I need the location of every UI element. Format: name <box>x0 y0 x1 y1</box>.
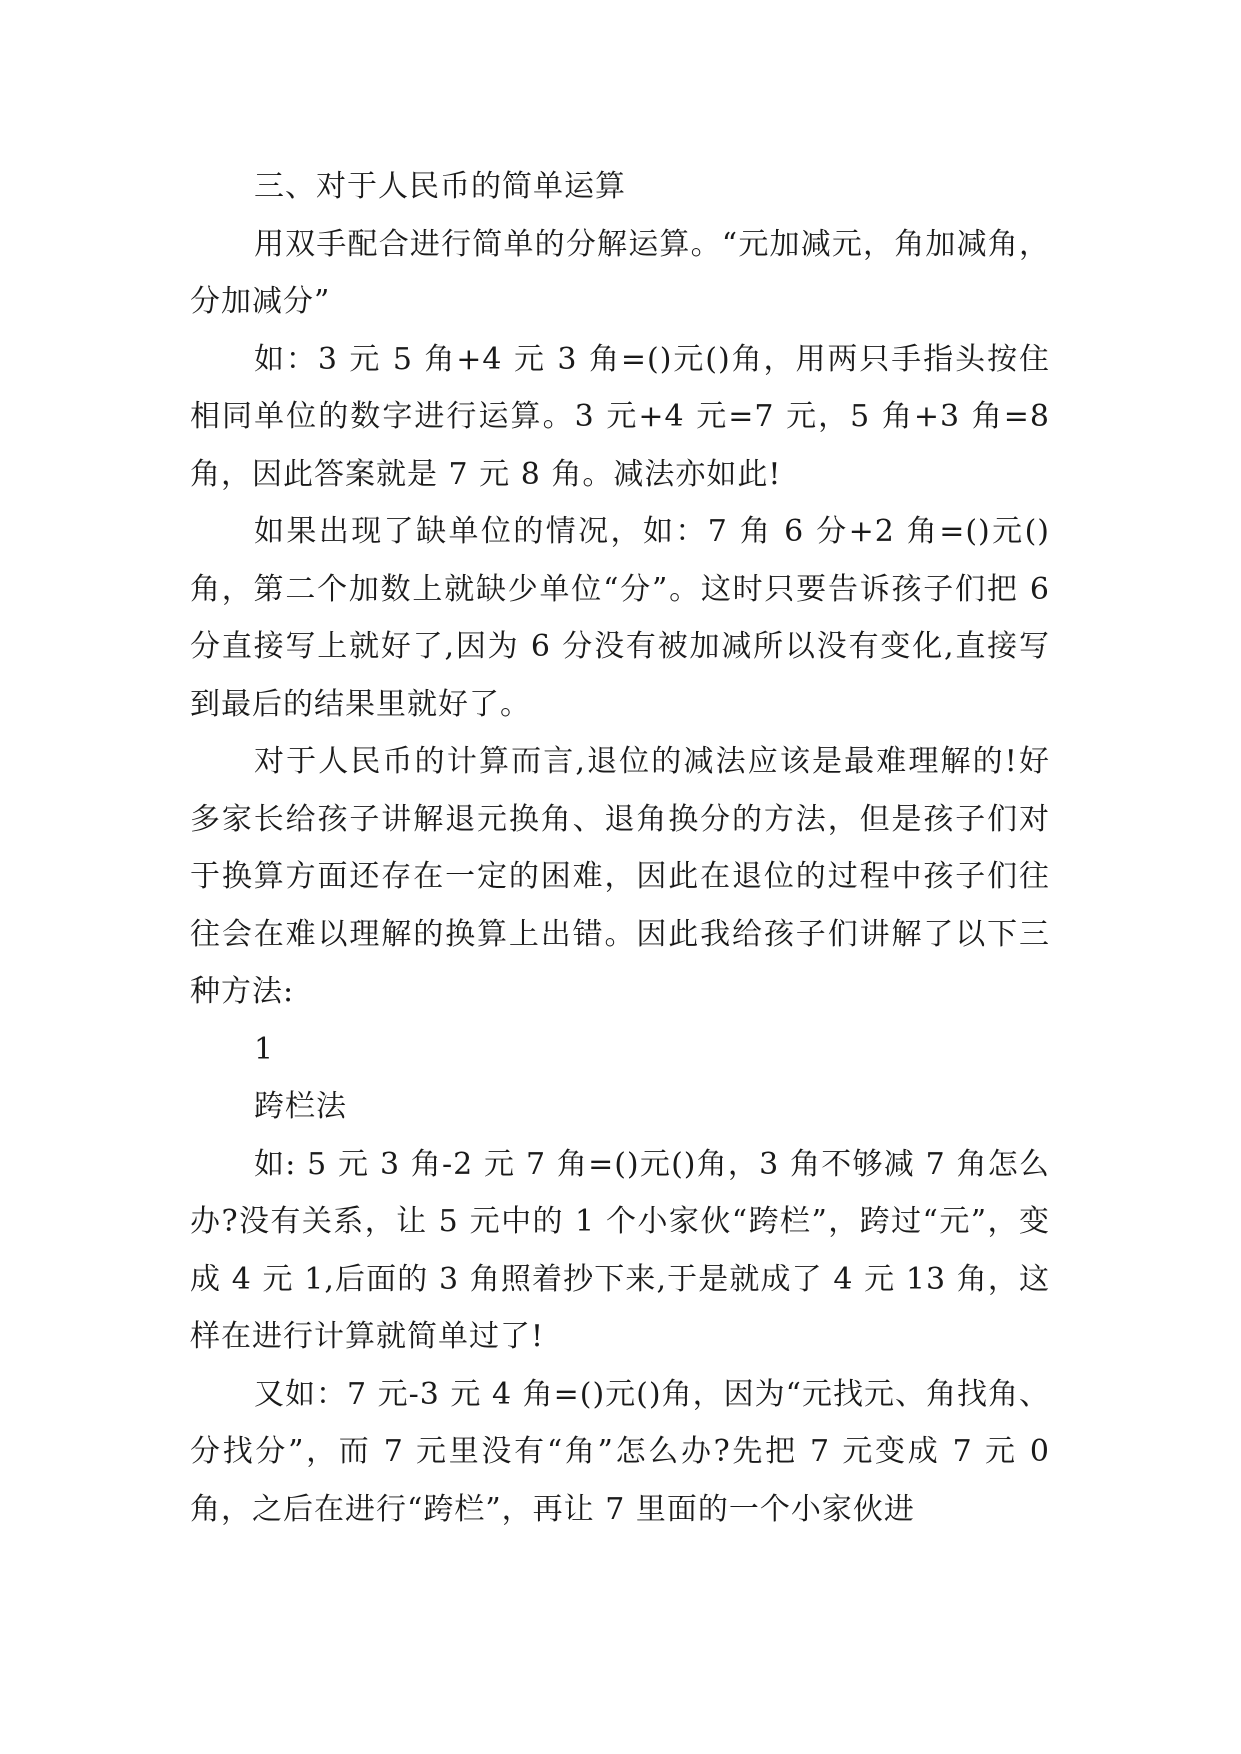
paragraph: 对于人民币的计算而言,退位的减法应该是最难理解的!好多家长给孩子讲解退元换角、退角换分的方法，但是孩子们对于换算方面还存在一定的困难，因此在退位的过程中孩子们往往会在难以理解的换算上出错。因此我给孩子们讲解了以下三种方法: <box>190 744 1050 1009</box>
method-title: 跨栏法 <box>254 1089 347 1124</box>
paragraph: 如果出现了缺单位的情况，如：7 角 6 分+2 角=()元()角，第二个加数上就缺少单位“分”。这时只要告诉孩子们把 6 分直接写上就好了,因为 6 分没有被加减所以没有变化,直接写到最后的结果里就好了。 <box>190 514 1061 722</box>
paragraph: 又如：7 元-3 元 4 角=()元()角，因为“元找元、角找角、分找分”，而 7 元里没有“角”怎么办?先把 7 元变成 7 元 0 角，之后在进行“跨栏”，再让 7 里面的一个小家伙进 <box>190 1376 1061 1527</box>
section-heading: 三、对于人民币的简单运算 <box>254 169 626 204</box>
paragraph: 如：3 元 5 角+4 元 3 角=()元()角，用两只手指头按住相同单位的数字进行运算。3 元+4 元=7 元，5 角+3 角=8 角，因此答案就是 7 元 8 角。减法亦如此! <box>190 341 1061 492</box>
document-body <box>190 158 1061 1538</box>
list-number: 1 <box>254 1031 275 1067</box>
paragraph: 用双手配合进行简单的分解运算。“元加减元，角加减角，分加减分” <box>190 226 1050 319</box>
paragraph: 如: 5 元 3 角-2 元 7 角=()元()角，3 角不够减 7 角怎么办?没有关系，让 5 元中的 1 个小家伙“跨栏”，跨过“元”，变成 4 元 1,后面的 3 角照着抄下来,于是就成了 4 元 13 角，这样在进行计算就简单过了! <box>190 1146 1050 1354</box>
